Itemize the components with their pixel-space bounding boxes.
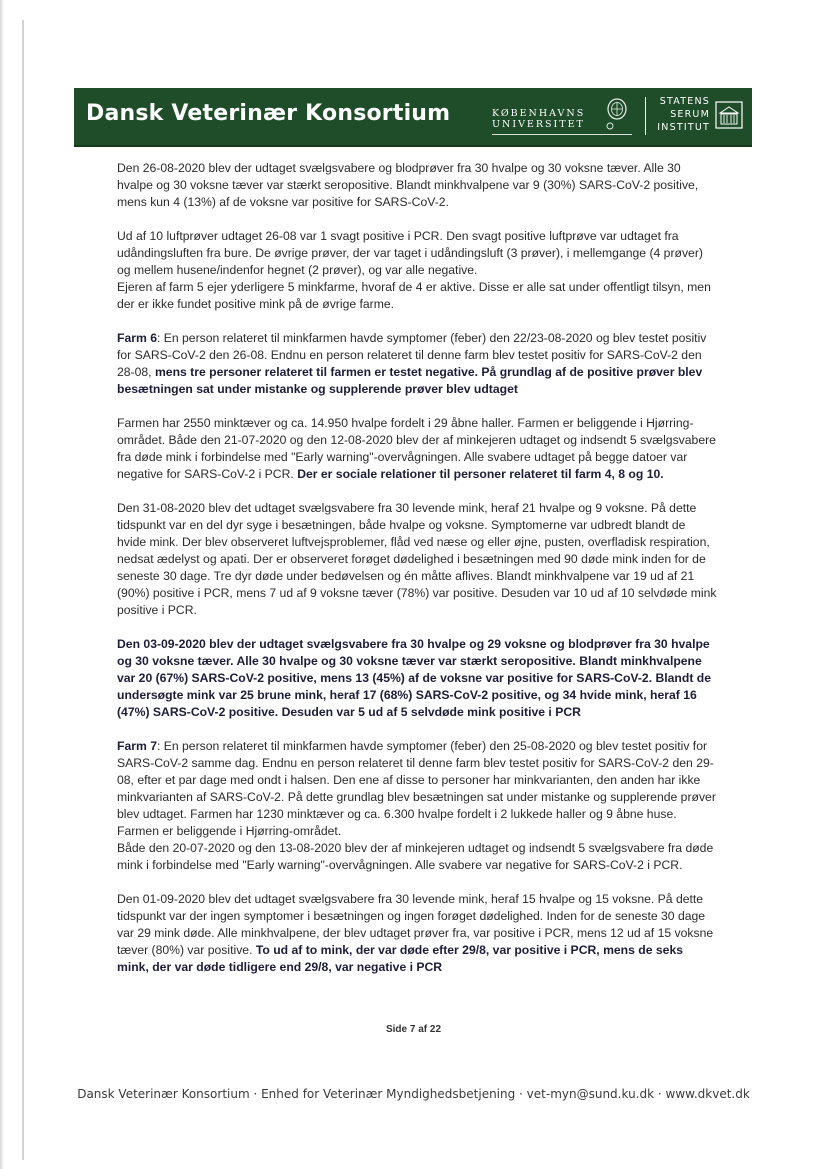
consortium-title: Dansk Veterinær Konsortium [86,101,451,126]
paragraph-owner-farms: Ejeren af farm 5 ejer yderligere 5 minkfarme, hvoraf de 4 er aktive. Disse er alle sat under offentligt tilsyn, men der er ikke fundet positive mink på de øvrige farme. [117,280,711,311]
ssi-line1: STATENS [659,96,710,107]
paragraph-farm6-details [117,415,717,483]
paragraph-farm7-intro [117,738,717,840]
farm7-text: : En person relateret til minkfarmen havde symptomer (feber) den 25-08-2020 og blev testet positiv for SARS-CoV-2 samme dag. Endnu en person relateret til denne farm blev testet positiv for SARS-CoV-2 den 29-08, efter et par dage med ondt i halsen. Den ene af disse to personer har minkvarianten, den anden har ikke minkvarianten af SARS-CoV-2. På dette grundlag blev besætningen sat under mistanke og supplerende prøver blev udtaget. Farmen har 1230 minktæver og ca. 6.300 hvalpe fordelt i 2 lukkede haller og 9 åbne huse. Farmen er beliggende i Hjørring-området. [117,739,716,838]
paragraph-farm6-sampling [117,500,717,619]
ku-logo-underline [492,134,632,135]
farm7-pcr-result: To ud af to mink, der var døde efter 29/8, var positive i PCR, mens de seks mink, der var døde tidligere end 29/8, var negative i PCR [117,943,684,974]
paragraph-air-samples: Ud af 10 luftprøver udtaget 26-08 var 1 svagt positive i PCR. Den svagt positive luftprøve var udtaget fra udåndingsluften fra bure. De øvrige prøver, der var taget i udåndingsluft (3 prøver), i mellemgange (4 prøver) og mellem husene/indenfor hegnet (2 prøver), og var alle negative. [117,229,703,277]
ssi-line2: SERUM [670,109,710,120]
header-divider [645,97,646,135]
farm6-sampling-text: Den 31-08-2020 blev det udtaget svælgsvabere fra 30 levende mink, heraf 21 hvalpe og 9 voksne. På dette tidspunkt var en del dyr syge i besætningen, både hvalpe og voksne. Symptomerne var udbredt blandt de hvide mink. Der blev observeret luftvejsproblemer, flåd ved næse og eller øjne, pusten, overfladisk respiration, nedsat ædelyst og apati. Der er observeret forøget dødelighed i besætningen med 90 døde mink inden for de seneste 30 dage. Tre dyr døde under bedøvelsen og én måtte aflives. Blandt minkhvalpene var 19 ud af 21 (90%) positive i PCR, mens 7 ud af 9 voksne tæver (78%) var positive. [117,501,710,600]
page-number: Side 7 af 22 [385,1024,442,1035]
paragraph-farm7-early-warning: Både den 20-07-2020 og den 13-08-2020 blev der af minkejeren udtaget og indsendt 5 svælgsvabere fra døde mink i forbindelse med "Early warning"-overvågningen. Alle svabere var negative for SARS-CoV-2 i PCR. [117,841,714,872]
farm6-dead-mink: Desuden var 10 ud af 10 selvdøde mink positive i PCR. [117,586,717,617]
farm6-social-relations: Der er sociale relationer til personer relateret til farm 4, 8 og 10. [297,467,664,481]
paragraph-farm5-samples: Den 26-08-2020 blev der udtaget svælgsvabere og blodprøver fra 30 hvalpe og 30 voksne tæver. Alle 30 hvalpe og 30 voksne tæver var stærkt seropositive. Blandt minkhvalpene var 9 (30%) SARS-CoV-2 positive, mens kun 4 (13%) af de voksne var positive for SARS-CoV-2. [117,161,699,209]
scan-artifact-line [22,20,24,1160]
ku-logo [492,99,642,135]
farm7-sampling-text: Den 01-09-2020 blev det udtaget svælgsvabere fra 30 levende mink, heraf 15 hvalpe og 15 voksne. På dette tidspunkt var der ingen symptomer i besætningen og ingen forøget dødelighed. Inden for de seneste 30 dage var 29 mink døde. Alle minkhvalpene, der blev udtaget prøver fra, var positive i PCR, mens 12 ud af 15 voksne tæver (80%) var positive. [117,892,714,957]
ssi-line3: INSTITUT [657,122,710,133]
farm6-text: : En person relateret til minkfarmen havde symptomer (feber) den 22/23-08-2020 og blev testet positiv for SARS-CoV-2 den 26-08. Endnu en person relateret til denne farm blev testet positiv for SARS-CoV-2 den 28-08, [117,331,707,379]
farm7-label: Farm 7 [117,739,157,753]
ku-seal-icon [602,97,632,131]
ssi-building-icon [715,101,743,129]
farm6-label: Farm 6 [117,331,157,345]
farm6-bold-text: mens tre personer relateret til farmen er testet negative. På grundlag af de positive prøver blev besætningen sat under mistanke og supplerende prøver blev udtaget [117,365,703,396]
page-footer: Dansk Veterinær Konsortium · Enhed for Veterinær Myndighedsbetjening · vet-myn@sund.ku.dk · www.dkvet.dk [77,1087,750,1101]
farm6-details-text: Farmen har 2550 minktæver og ca. 14.950 hvalpe fordelt i 29 åbne haller. Farmen er beliggende i Hjørring-området. Både den 21-07-2020 og den 12-08-2020 blev der af minkejeren udtaget og indsendt 5 svælgsvabere fra døde mink i forbindelse med "Early warning"-overvågningen. Alle svabere udtaget på begge datoer var negative for SARS-CoV-2 i PCR. [117,416,716,481]
ssi-logo-text [652,95,710,134]
paragraph-farm6-intro [117,330,717,398]
ku-logo-line2: UNIVERSITET [492,119,585,130]
ku-logo-line1: KØBENHAVNS [492,108,586,119]
scan-edge [0,0,4,1169]
header-band [74,88,752,147]
paragraph-farm7-sampling [117,891,717,976]
paragraph-farm6-serology: Den 03-09-2020 blev der udtaget svælgsvabere fra 30 hvalpe og 29 voksne og blodprøver fra 30 hvalpe og 30 voksne tæver. Alle 30 hvalpe og 30 voksne tæver var stærkt seropositive. Blandt minkhvalpene var 20 (67%) SARS-CoV-2 positive, mens 13 (45%) af de voksne var positive for SARS-CoV-2. Blandt de undersøgte mink var 25 brune mink, heraf 17 (68%) SARS-CoV-2 positive, og 34 hvide mink, heraf 16 (47%) SARS-CoV-2 positive. Desuden var 5 ud af 5 selvdøde mink positive i PCR [117,637,711,719]
page-body [117,160,717,993]
